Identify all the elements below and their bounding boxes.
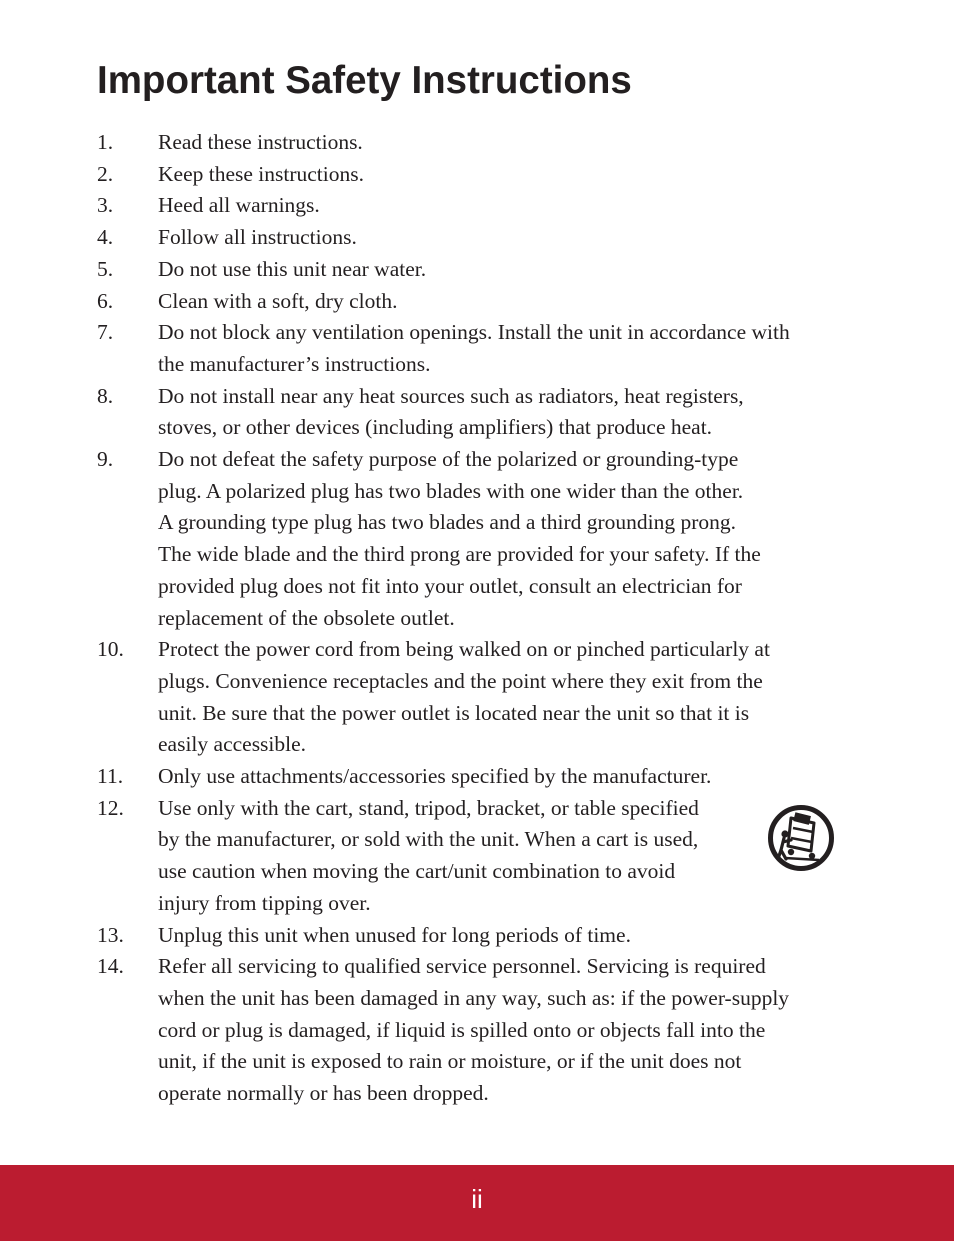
- instruction-number: 11.: [97, 764, 124, 789]
- instruction-item: [97, 444, 877, 634]
- instruction-text-line: Unplug this unit when unused for long periods of time.: [158, 922, 631, 947]
- instruction-item: [97, 920, 877, 952]
- safety-instruction-list: [97, 127, 877, 1110]
- instruction-text-line: easily accessible.: [158, 732, 307, 757]
- page-title: Important Safety Instructions: [97, 59, 632, 102]
- instruction-text-line: Refer all servicing to qualified service personnel. Servicing is required: [158, 954, 766, 979]
- instruction-text-line: plug. A polarized plug has two blades with one wider than the other.: [158, 478, 744, 503]
- instruction-text-line: Use only with the cart, stand, tripod, bracket, or table specified: [158, 795, 699, 820]
- instruction-text-line: unit, if the unit is exposed to rain or moisture, or if the unit does not: [158, 1049, 742, 1074]
- instruction-item: [97, 634, 877, 761]
- instruction-number: 5.: [97, 256, 114, 281]
- instruction-text-line: Follow all instructions.: [158, 225, 357, 250]
- instruction-number: 1.: [97, 130, 114, 154]
- instruction-number: 8.: [97, 383, 114, 408]
- instruction-text-line: operate normally or has been dropped.: [158, 1081, 489, 1106]
- instruction-text-line: Keep these instructions.: [158, 161, 364, 186]
- page-number: ii: [471, 1184, 483, 1214]
- instruction-text-line: Protect the power cord from being walked on or pinched particularly at: [158, 637, 770, 662]
- instruction-text-line: injury from tipping over.: [158, 890, 371, 915]
- instruction-text-line: use caution when moving the cart/unit combination to avoid: [158, 859, 676, 884]
- instruction-item: [97, 317, 877, 380]
- instruction-item: [97, 286, 877, 318]
- instruction-text-line: Only use attachments/accessories specified by the manufacturer.: [158, 764, 712, 789]
- instruction-number: 12.: [97, 795, 124, 820]
- instruction-number: 10.: [97, 637, 124, 662]
- instruction-text-line: Do not use this unit near water.: [158, 256, 427, 281]
- instruction-text-line: Do not defeat the safety purpose of the polarized or grounding-type: [158, 447, 739, 472]
- instruction-item: [97, 190, 877, 222]
- instruction-text-line: Clean with a soft, dry cloth.: [158, 288, 398, 313]
- instruction-text-line: plugs. Convenience receptacles and the point where they exit from the: [158, 668, 763, 693]
- instruction-item: [97, 761, 877, 793]
- instruction-text-line: Do not block any ventilation openings. Install the unit in accordance with: [158, 320, 790, 345]
- instruction-text-line: cord or plug is damaged, if liquid is spilled onto or objects fall into the: [158, 1017, 766, 1042]
- instruction-text-line: by the manufacturer, or sold with the unit. When a cart is used,: [158, 827, 699, 852]
- instruction-number: 4.: [97, 225, 114, 250]
- cart-tip-over-warning-icon: [767, 804, 835, 872]
- instruction-number: 9.: [97, 447, 114, 472]
- instruction-text-line: Do not install near any heat sources such as radiators, heat registers,: [158, 383, 744, 408]
- instruction-text-line: provided plug does not fit into your outlet, consult an electrician for: [158, 573, 742, 598]
- instruction-number: 14.: [97, 954, 124, 979]
- instruction-item: [97, 159, 877, 191]
- instruction-text-line: the manufacturer’s instructions.: [158, 351, 431, 376]
- instruction-item: [97, 127, 877, 159]
- instruction-item: [97, 793, 877, 920]
- instruction-text-line: unit. Be sure that the power outlet is located near the unit so that it is: [158, 700, 750, 725]
- instruction-text-line: Heed all warnings.: [158, 193, 320, 218]
- instruction-number: 13.: [97, 922, 124, 947]
- instruction-text-line: stoves, or other devices (including amplifiers) that produce heat.: [158, 415, 713, 440]
- instruction-item: [97, 381, 877, 444]
- instruction-number: 6.: [97, 288, 114, 313]
- instruction-number: 7.: [97, 320, 114, 345]
- instruction-text-line: replacement of the obsolete outlet.: [158, 605, 455, 630]
- footer-band: [0, 1165, 954, 1241]
- instruction-number: 2.: [97, 161, 114, 186]
- instruction-text-line: A grounding type plug has two blades and a third grounding prong.: [158, 510, 737, 535]
- instruction-text-line: Read these instructions.: [158, 130, 363, 154]
- instruction-item: [97, 951, 877, 1110]
- instruction-number: 3.: [97, 193, 114, 218]
- instruction-text-line: The wide blade and the third prong are provided for your safety. If the: [158, 542, 761, 567]
- instruction-text-line: when the unit has been damaged in any way, such as: if the power-supply: [158, 985, 790, 1010]
- instruction-item: [97, 254, 877, 286]
- instruction-item: [97, 222, 877, 254]
